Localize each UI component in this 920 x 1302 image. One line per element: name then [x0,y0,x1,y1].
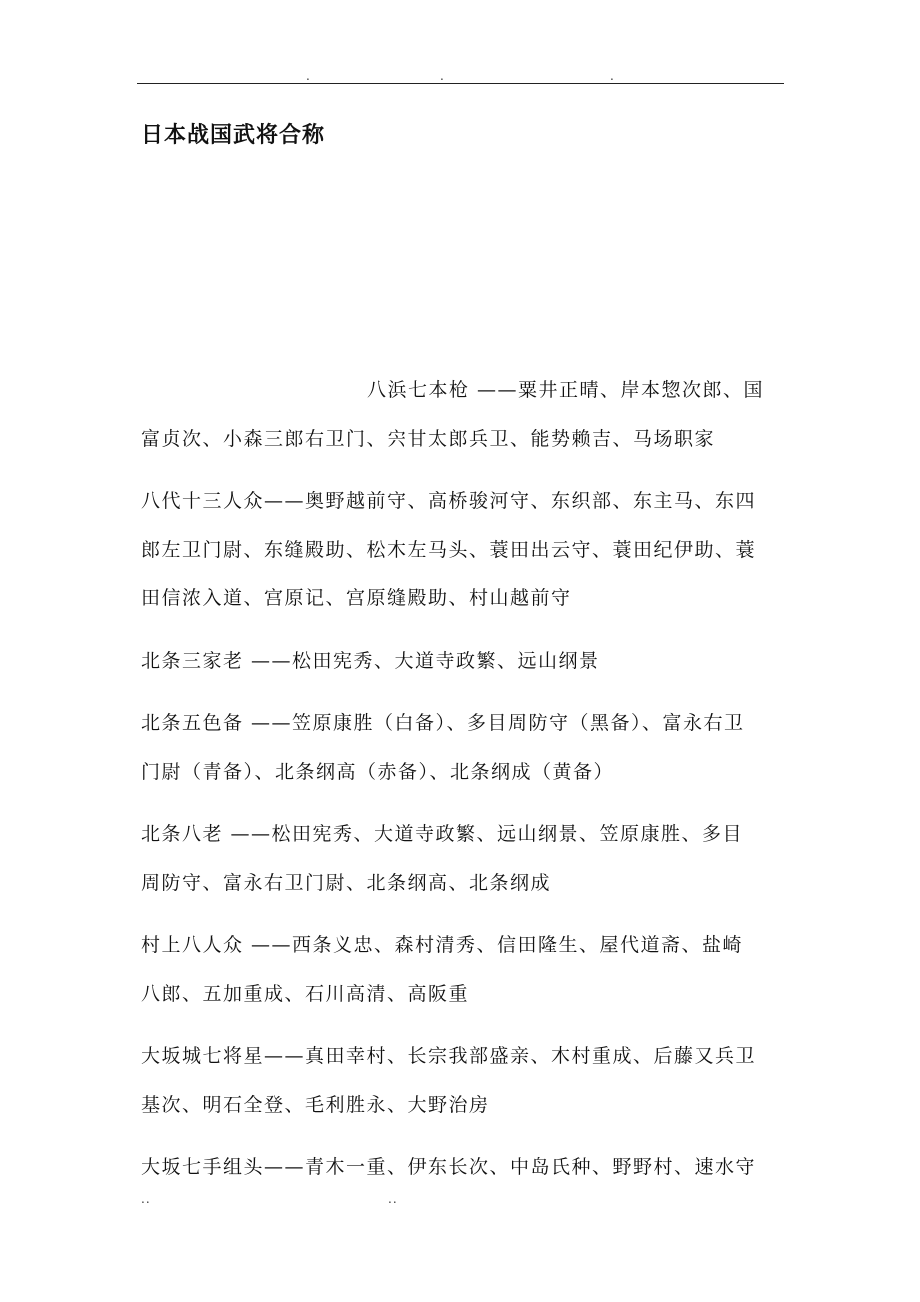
paragraph-yatsushiro [141,477,789,623]
text-line: 周防守、富永右卫门尉、北条纲高、北条纲成 [141,871,552,894]
text-line: 基次、明石全登、毛利胜永、大野治房 [141,1093,490,1116]
document-body [141,366,789,1206]
text-line: 大坂城七将星——真田幸村、长宗我部盛亲、木村重成、后藤又兵卫 [141,1045,757,1067]
paragraph-osaka-seven-stars [141,1032,789,1129]
text-line: 村上八人众 ——西条义忠、森村清秀、信田隆生、屋代道斋、盐崎 [141,934,744,956]
header-dot: . [440,69,444,83]
text-line: 郎左卫门尉、东缝殿助、松木左马头、蓑田出云守、蓑田纪伊助、蓑 [141,538,757,561]
header-rule [137,83,784,84]
paragraph-yahama [141,366,789,463]
footer-dot: .. [141,1192,151,1206]
header-dot: . [610,69,614,83]
text-line: 八郎、五加重成、石川高清、高阪重 [141,982,470,1005]
paragraph-hojo-three-elders [141,637,789,686]
paragraph-hojo-five-colors [141,699,789,796]
paragraph-murakami [141,921,789,1018]
text-line: 八代十三人众——奥野越前守、高桥骏河守、东织部、东主马、东四 [141,490,757,512]
footer-dot: .. [388,1192,398,1206]
text-line: 北条五色备 ——笠原康胜（白备）、多目周防守（黑备）、富永右卫 [141,712,745,734]
page-title: 日本战国武将合称 [141,123,326,148]
text-line: 北条三家老 ——松田宪秀、大道寺政繁、远山纲景 [141,649,600,672]
text-line: 北条八老 ——松田宪秀、大道寺政繁、远山纲景、笠原康胜、多目 [141,823,744,845]
header-dot: . [306,69,310,83]
text-line: 田信浓入道、宫原记、宫原缝殿助、村山越前守 [141,587,572,609]
paragraph-hojo-eight-elders [141,810,789,907]
text-line: 富贞次、小森三郎右卫门、宍甘太郎兵卫、能势赖吉、马场职家 [141,427,716,450]
text-line: 八浜七本枪 ——粟井正晴、岸本惣次郎、国 [367,379,765,401]
text-line: 大坂七手组头——青木一重、伊东长次、中岛氏种、野野村、速水守 [141,1156,757,1178]
text-line: 门尉（青备）、北条纲高（赤备）、北条纲成（黄备） [141,760,615,783]
paragraph-osaka-seven-commanders [141,1143,789,1192]
